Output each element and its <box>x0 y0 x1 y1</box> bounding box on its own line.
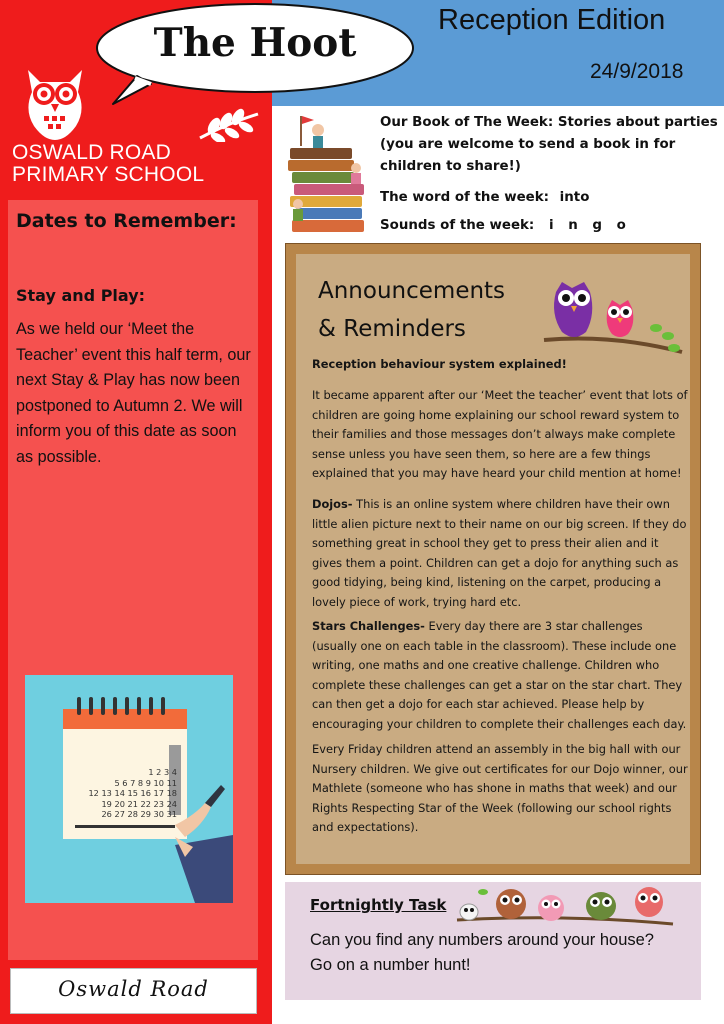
stars-text: Every day there are 3 star challenges (usually one on each table in the classroom). These include one writing, one maths and one creative challenge. Children who complete these challenges can get a star on the star chart. They can then get a dojo for each star achieved. Please help by encouraging your children to complete their challenges each day. <box>312 619 687 731</box>
stay-play-title: Stay and Play: <box>16 286 146 305</box>
dojos-text: This is an online system where children have their own little alien picture next to their name on our big screen. If they do something great in school they get to press their alien and it gives them a point. Children can get a dojo for anything such as good tidying, being kind, listening on the carpet, producing a lovely piece of work, trying hard etc. <box>312 497 687 609</box>
calendar-illustration <box>25 675 233 903</box>
edition-title: Reception Edition <box>438 4 666 36</box>
calendar-row: 12 13 14 15 16 17 18 <box>88 788 177 798</box>
dojos-paragraph <box>312 495 688 612</box>
owls-on-branch-icon <box>455 880 675 930</box>
word-of-week <box>380 190 589 205</box>
calendar-row: 19 20 21 22 23 24 <box>101 798 177 809</box>
footer-box <box>10 968 257 1014</box>
announcements-title <box>318 272 505 348</box>
book-of-week: Our Book of The Week: Stories about parties (you are welcome to send a book in for children to share!) <box>380 115 718 174</box>
calendar-row: 26 27 28 29 30 31 <box>101 809 177 819</box>
owl-logo-icon <box>20 62 90 142</box>
calendar-row: 5 6 7 8 9 10 11 <box>114 777 177 788</box>
announcements-title-line1: Announcements <box>318 278 506 304</box>
announcements-intro: It became apparent after our ‘Meet the teacher’ event that lots of children are going home explaining our school reward system to their families and those messages don’t always make complete sense unless you have seen them, so here are a few things explained that you may have heard your child mention at home! <box>312 388 688 480</box>
stay-play-text: As we held our ‘Meet the Teacher’ event this half term, our next Stay & Play has now been postponed to Autumn 2. We will inform you of this date as soon as possible. <box>16 320 251 466</box>
announcements-title-line2: & Reminders <box>318 316 466 342</box>
edition-date: 24/9/2018 <box>590 60 684 83</box>
word-of-week-value: into <box>559 190 590 205</box>
stars-paragraph <box>312 617 688 734</box>
fortnightly-task-text: Can you find any numbers around your house? Go on a number hunt! <box>310 931 654 974</box>
calendar-dates <box>69 767 177 820</box>
stars-label: Stars Challenges- <box>312 619 425 633</box>
books-illustration-icon <box>284 112 370 236</box>
left-column <box>0 0 272 1024</box>
friday-paragraph: Every Friday children attend an assembly in the big hall with our Nursery children. We give out certificates for our Dojo winner, our Mathlete (someone who has shone in maths that week) and our Rights Respecting Star of the Week (following our school rights and expectations). <box>312 742 688 834</box>
school-name <box>12 142 204 186</box>
footer-school-name: Oswald Road <box>58 977 209 1001</box>
dojos-label: Dojos- <box>312 497 353 511</box>
sounds-of-week-value: i n g o <box>548 218 627 233</box>
laurel-icon <box>196 108 262 142</box>
sounds-of-week-label: Sounds of the week: <box>380 218 535 233</box>
school-name-line1: OSWALD ROAD <box>12 141 171 164</box>
school-name-line2: PRIMARY SCHOOL <box>12 163 205 186</box>
newsletter-title: The Hoot <box>153 20 357 66</box>
sounds-of-week <box>380 218 627 233</box>
word-of-week-label: The word of the week: <box>380 190 549 205</box>
fortnightly-task-title: Fortnightly Task <box>310 896 447 914</box>
announcements-subheading: Reception behaviour system explained! <box>312 357 567 371</box>
calendar-row: 1 2 3 4 <box>148 767 177 777</box>
dates-panel <box>8 200 258 960</box>
dates-heading: Dates to Remember: <box>16 210 237 232</box>
owls-branch-icon <box>542 278 688 362</box>
